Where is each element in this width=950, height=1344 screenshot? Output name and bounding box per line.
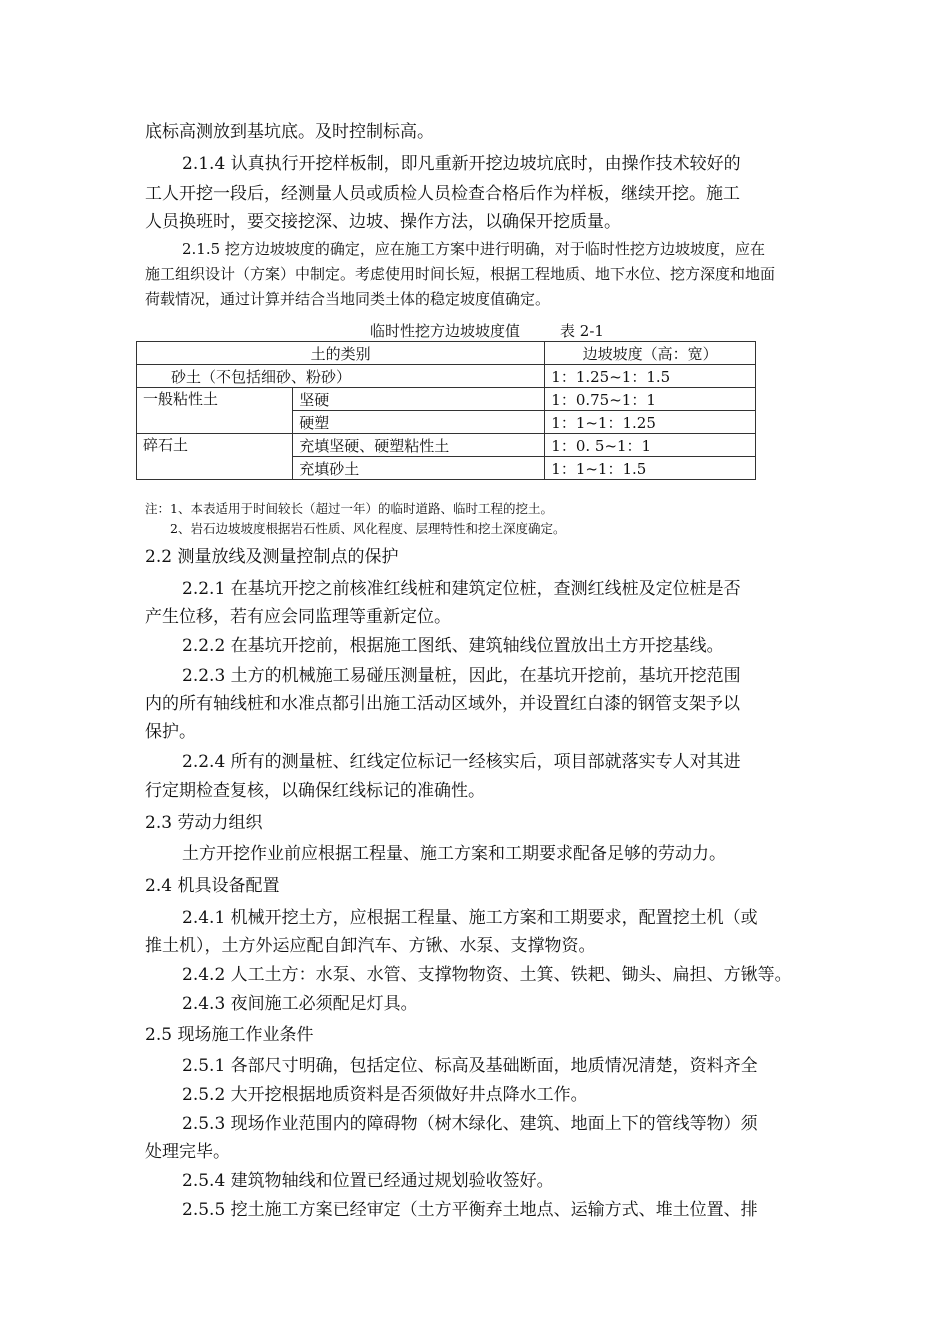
paragraph-line: 荷载情况，通过计算并结合当地同类土体的稳定坡度值确定。 [145, 290, 551, 308]
cell-soil-group: 一般粘性土 [137, 388, 293, 434]
paragraph-line: 保护。 [145, 722, 196, 742]
header-slope: 边坡坡度（高：宽） [545, 342, 756, 365]
paragraph-line: 2.1.5 挖方边坡坡度的确定，应在施工方案中进行明确，对于临时性挖方边坡坡度，应在 [182, 240, 765, 258]
paragraph-line: 内的所有轴线桩和水准点都引出施工活动区域外，并设置红白漆的钢管支架予以 [145, 694, 740, 714]
paragraph-line: 施工组织设计（方案）中制定。考虑使用时间长短，根据工程地质、地下水位、挖方深度和地面 [145, 265, 776, 283]
paragraph-line: 2.1.4 认真执行开挖样板制，即凡重新开挖边坡坑底时，由操作技术较好的 [182, 154, 741, 174]
cell-soil-subtype: 硬塑 [293, 411, 545, 434]
cell-soil-type: 砂土（不包括细砂、粉砂） [137, 365, 545, 388]
cell-slope: 1：1~1：1.5 [545, 457, 756, 480]
cell-slope: 1：0. 5~1：1 [545, 434, 756, 457]
paragraph-line: 工人开挖一段后，经测量人员或质检人员检查合格后作为样板，继续开挖。施工 [145, 184, 740, 204]
paragraph-line: 2.5.4 建筑物轴线和位置已经通过规划验收签好。 [182, 1171, 554, 1191]
cell-slope: 1：1.25~1：1.5 [545, 365, 756, 388]
paragraph-line: 2.2.4 所有的测量桩、红线定位标记一经核实后，项目部就落实专人对其进 [182, 752, 741, 772]
table-note: 2、岩石边坡坡度根据岩石性质、风化程度、层理特性和挖土深度确定。 [170, 521, 566, 536]
section-heading: 2.4 机具设备配置 [145, 876, 280, 896]
paragraph-line: 2.4.1 机械开挖土方，应根据工程量、施工方案和工期要求，配置挖土机（或 [182, 908, 758, 928]
table-caption [370, 320, 604, 341]
cell-soil-subtype: 充填砂土 [293, 457, 545, 480]
cell-soil-group: 碎石土 [137, 434, 293, 480]
paragraph-line: 推土机），土方外运应配自卸汽车、方锹、水泵、支撑物资。 [145, 936, 596, 956]
table-note: 注：1、本表适用于时间较长（超过一年）的临时道路、临时工程的挖土。 [145, 501, 553, 516]
paragraph-line: 2.4.2 人工土方：水泵、水管、支撑物物资、土箕、铁耙、锄头、扁担、方锹等。 [182, 965, 792, 985]
table-row [137, 388, 756, 411]
paragraph-line: 2.2.1 在基坑开挖之前核准红线桩和建筑定位桩，查测红线桩及定位桩是否 [182, 579, 741, 599]
paragraph-line: 土方开挖作业前应根据工程量、施工方案和工期要求配备足够的劳动力。 [182, 844, 726, 864]
cell-slope: 1：0.75~1：1 [545, 388, 756, 411]
paragraph-line: 2.5.5 挖土施工方案已经审定（土方平衡弃土地点、运输方式、堆土位置、排 [182, 1200, 758, 1220]
section-heading: 2.5 现场施工作业条件 [145, 1025, 314, 1045]
paragraph-line: 2.4.3 夜间施工必须配足灯具。 [182, 994, 418, 1014]
table-title: 临时性挖方边坡坡度值 [370, 322, 521, 340]
slope-table [136, 341, 756, 480]
table-row [137, 365, 756, 388]
paragraph-line: 2.2.2 在基坑开挖前，根据施工图纸、建筑轴线位置放出土方开挖基线。 [182, 636, 724, 656]
paragraph-line: 2.5.3 现场作业范围内的障碍物（树木绿化、建筑、地面上下的管线等物）须 [182, 1114, 758, 1134]
cell-slope: 1：1~1：1.25 [545, 411, 756, 434]
section-heading: 2.2 测量放线及测量控制点的保护 [145, 547, 399, 567]
paragraph-line: 2.5.2 大开挖根据地质资料是否须做好井点降水工作。 [182, 1085, 588, 1105]
cell-soil-subtype: 充填坚硬、硬塑粘性土 [293, 434, 545, 457]
section-heading: 2.3 劳动力组织 [145, 813, 263, 833]
paragraph-line: 产生位移，若有应会同监理等重新定位。 [145, 607, 451, 627]
table-number: 表 2-1 [560, 322, 604, 340]
header-soil-type: 土的类别 [137, 342, 545, 365]
paragraph-line: 2.2.3 土方的机械施工易碰压测量桩，因此，在基坑开挖前，基坑开挖范围 [182, 666, 741, 686]
paragraph-line: 人员换班时，要交接挖深、边坡、操作方法，以确保开挖质量。 [145, 212, 621, 232]
cell-soil-subtype: 坚硬 [293, 388, 545, 411]
paragraph-line: 行定期检查复核，以确保红线标记的准确性。 [145, 781, 485, 801]
paragraph-line: 底标高测放到基坑底。及时控制标高。 [145, 122, 434, 142]
paragraph-line: 2.5.1 各部尺寸明确，包括定位、标高及基础断面，地质情况清楚，资料齐全 [182, 1056, 758, 1076]
table-row [137, 434, 756, 457]
table-header-row [137, 342, 756, 365]
paragraph-line: 处理完毕。 [145, 1142, 230, 1162]
